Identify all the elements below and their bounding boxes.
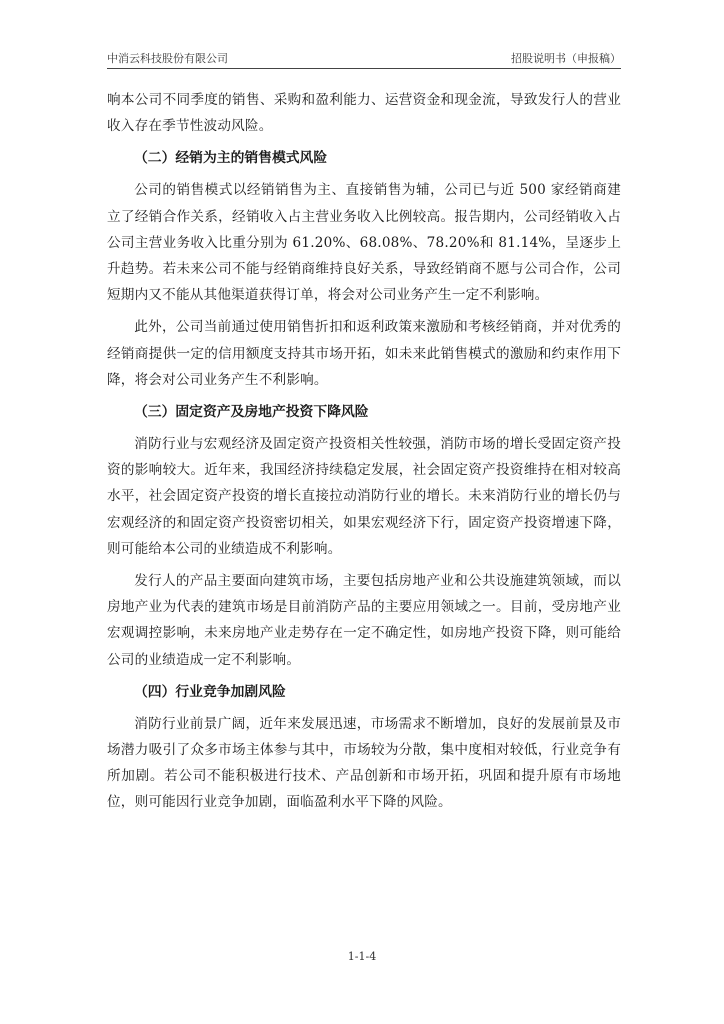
header-document-title: 招股说明书（申报稿） bbox=[511, 52, 621, 65]
document-body bbox=[107, 87, 621, 816]
section-heading-investment-risk: （三）固定资产及房地产投资下降风险 bbox=[134, 404, 369, 421]
section-heading-competition-risk: （四）行业竞争加剧风险 bbox=[134, 683, 286, 700]
paragraph-distribution-2: 此外，公司当前通过使用销售折扣和返利政策来激励和考核经销商，并对优秀的经销商提供一定的信用额度支持其市场开拓，如未来此销售模式的激励和约束作用下降，将会对公司业务产生不利影响。 bbox=[107, 319, 621, 388]
header-divider bbox=[107, 68, 621, 69]
page-number: 1-1-4 bbox=[347, 950, 377, 963]
paragraph-investment-1: 消防行业与宏观经济及固定资产投资相关性较强，消防市场的增长受固定资产投资的影响较大。近年来，我国经济持续稳定发展，社会固定资产投资维持在相对较高水平，社会固定资产投资的增长直接拉动消防行业的增长。未来消防行业的增长仍与宏观经济的和固定资产投资密切相关，如果宏观经济下行，固定资产投资增速下降，则可能给本公司的业绩造成不利影响。 bbox=[107, 436, 621, 557]
paragraph-competition-1: 消防行业前景广阔，近年来发展迅速，市场需求不断增加，良好的发展前景及市场潜力吸引了众多市场主体参与其中，市场较为分散，集中度相对较低，行业竞争有所加剧。若公司不能积极进行技术、产品创新和市场开拓，巩固和提升原有市场地位，则可能因行业竞争加剧，面临盈利水平下降的风险。 bbox=[107, 715, 621, 811]
page-header bbox=[107, 50, 621, 66]
section-heading-distribution-risk: （二）经销为主的销售模式风险 bbox=[134, 150, 328, 167]
paragraph-distribution-1: 公司的销售模式以经销销售为主、直接销售为辅，公司已与近 500 家经销商建立了经销合作关系，经销收入占主营业务收入比例较高。报告期内，公司经销收入占公司主营业务收入比重分别为 61.20%、68.08%、78.20%和 81.14%，呈逐步上升趋势。若未来公司不能与经销商维持良好关系，导致经销商不愿与公司合作，公司短期内又不能从其他渠道获得订单，将会对公司业务产生一定不利影响。 bbox=[107, 182, 621, 304]
paragraph-continued: 响本公司不同季度的销售、采购和盈利能力、运营资金和现金流，导致发行人的营业收入存在季节性波动风险。 bbox=[107, 92, 621, 135]
paragraph-investment-2: 发行人的产品主要面向建筑市场，主要包括房地产业和公共设施建筑领域，而以房地产业为代表的建筑市场是目前消防产品的主要应用领域之一。目前，受房地产业宏观调控影响，未来房地产业走势存在一定不确定性，如房地产投资下降，则可能给公司的业绩造成一定不利影响。 bbox=[107, 573, 621, 668]
header-company-name: 中消云科技股份有限公司 bbox=[107, 52, 228, 65]
